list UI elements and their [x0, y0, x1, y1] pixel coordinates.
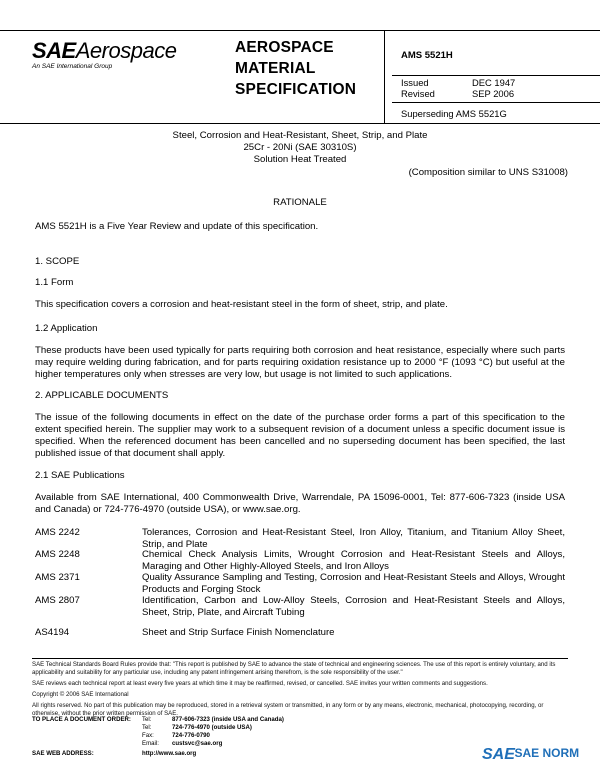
contact-table	[32, 716, 284, 758]
section-2-1-text: Available from SAE International, 400 Commonwealth Drive, Warrendale, PA 15096-0001, Tel: 877-606-7323 (inside USA and Canada) or 724-776-4970 (outside USA), or www.sae.org.	[35, 492, 565, 515]
logo-rest-text: Aerospace	[75, 38, 177, 63]
tel-value: 877-606-7323 (inside USA and Canada)	[172, 716, 284, 723]
document-title	[32, 130, 568, 166]
section-2-text: The issue of the following documents in effect on the date of the purchase order forms a part of this specification to the extent specified herein. The supplier may work to a subsequent revision of a document unless a specific document issue is specified. When the referenced document has been cancelled and no superseding document has been specified, the last published issue of that document shall apply.	[35, 412, 565, 459]
reference-title: Chemical Check Analysis Limits, Wrought Corrosion and Heat-Resistant Steels and Alloys, Maraging and Other Highly-Alloyed Steels, and Iron Alloys	[142, 549, 565, 572]
section-1-2-heading: 1.2 Application	[35, 323, 98, 334]
footer-review-text: SAE reviews each technical report at least every five years at which time it may be reaffirmed, revised, or cancelled. SAE invites your written comments and suggestions.	[32, 680, 488, 687]
issued-label: Issued	[401, 77, 429, 88]
tel2-label: Tel:	[142, 724, 152, 731]
reference-title: Quality Assurance Sampling and Testing, Corrosion and Heat-Resistant Steels and Alloys, Wrought Products and Forging Stock	[142, 572, 565, 595]
spec-number: AMS 5521H	[401, 50, 453, 61]
tel-label: Tel:	[142, 716, 152, 723]
document-type-title	[235, 37, 356, 100]
sae-norm-stamp	[482, 744, 579, 762]
footer-rule	[32, 658, 568, 659]
composition-note: (Composition similar to UNS S31008)	[408, 167, 568, 178]
reference-code: AS4194	[35, 627, 70, 638]
reference-title: Tolerances, Corrosion and Heat-Resistant Steel, Iron Alloy, Titanium, and Titanium Alloy Sheet, Strip, and Plate	[142, 527, 565, 550]
sae-aerospace-logo	[32, 40, 176, 70]
title-line-3: SPECIFICATION	[235, 81, 357, 98]
title-material: Steel, Corrosion and Heat-Resistant, Sheet, Strip, and Plate	[172, 130, 428, 141]
footer-rules-text: SAE Technical Standards Board Rules provide that: "This report is published by SAE to advance the state of technical and engineering sciences. The use of this report is entirely voluntary, and its applicability and suitability for any particular use, including any patent infringement arising therefrom, is the sole responsibility of the user."	[32, 661, 556, 676]
title-line-2: MATERIAL	[235, 60, 316, 77]
title-line-1: AEROSPACE	[235, 39, 334, 56]
sae-logo-icon	[482, 744, 515, 763]
header-bottom-rule	[0, 123, 600, 124]
title-grade: 25Cr - 20Ni (SAE 30310S)	[243, 142, 357, 153]
issued-value: DEC 1947	[472, 77, 516, 88]
web-label: SAE WEB ADDRESS:	[32, 750, 94, 757]
section-1-1-heading: 1.1 Form	[35, 277, 74, 288]
rationale-text: AMS 5521H is a Five Year Review and update of this specification.	[35, 221, 319, 232]
reference-code: AMS 2242	[35, 527, 80, 538]
reference-code: AMS 2807	[35, 595, 80, 606]
footer-copyright: Copyright © 2006 SAE International	[32, 691, 129, 698]
tel2-value: 724-776-4970 (outside USA)	[172, 724, 252, 731]
rationale-heading: RATIONALE	[273, 197, 327, 208]
fax-label: Fax:	[142, 732, 154, 739]
reference-title: Identification, Carbon and Low-Alloy Steels, Corrosion and Heat-Resistant Steels and Alloys, Sheet, Strip, Plate, and Aircraft Tubing	[142, 595, 565, 618]
logo-subtitle: An SAE International Group	[32, 63, 113, 70]
header-separator	[384, 30, 385, 123]
fax-value: 724-776-0790	[172, 732, 210, 739]
spec-rule	[392, 75, 600, 76]
revised-value: SEP 2006	[472, 88, 515, 99]
email-value[interactable]: custsvc@sae.org	[172, 740, 223, 747]
logo-bold-text: SAE	[32, 38, 76, 63]
reference-code: AMS 2371	[35, 572, 80, 583]
title-condition: Solution Heat Treated	[253, 154, 347, 165]
revised-label: Revised	[401, 88, 435, 99]
section-1-heading: 1. SCOPE	[35, 256, 80, 267]
footer-block	[32, 661, 568, 718]
section-1-1-text: This specification covers a corrosion and heat-resistant steel in the form of sheet, strip, and plate.	[35, 299, 448, 310]
superseding-text: Superseding AMS 5521G	[401, 108, 507, 119]
section-2-heading: 2. APPLICABLE DOCUMENTS	[35, 390, 169, 401]
footer-rights-text: All rights reserved. No part of this publication may be reproduced, stored in a retrieval system or transmitted, in any form or by any means, electronic, mechanical, photocopying, recording, or otherwise, without the prior written permission of SAE.	[32, 702, 544, 717]
web-link[interactable]: http://www.sae.org	[142, 750, 197, 757]
reference-code: AMS 2248	[35, 549, 80, 560]
svg-text:SAE: SAE	[482, 746, 515, 763]
stamp-norm-text: SAE NORM	[514, 746, 580, 760]
email-label: Email:	[142, 740, 159, 747]
section-2-1-heading: 2.1 SAE Publications	[35, 470, 125, 481]
reference-title: Sheet and Strip Surface Finish Nomenclature	[142, 627, 335, 638]
section-1-2-text: These products have been used typically for parts requiring both corrosion and heat resistance, especially where such parts may require welding during fabrication, and for parts requiring oxidation resistance up to 2000 °F (1093 °C) but useful at the higher temperatures only when stresses are very low, but usage is not limited to such applications.	[35, 345, 565, 380]
spec-info-box	[392, 30, 600, 123]
order-label: TO PLACE A DOCUMENT ORDER:	[32, 716, 131, 723]
spec-rule	[392, 102, 600, 103]
